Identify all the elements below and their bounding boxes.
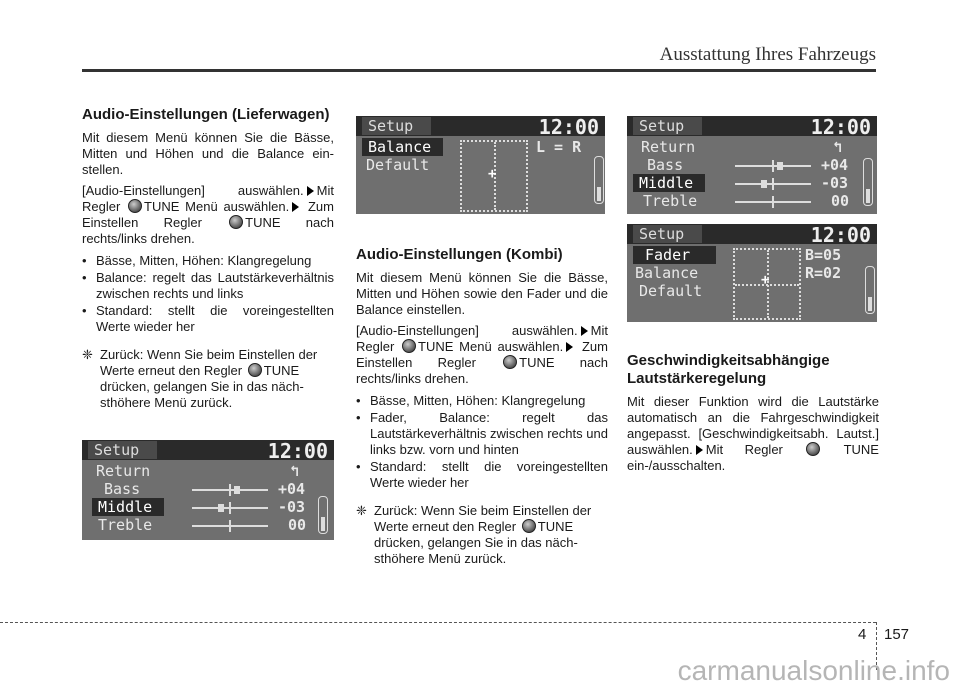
- scrollbar: [318, 496, 328, 534]
- screen-clock: 12:00: [267, 439, 328, 463]
- arrow-icon: [696, 445, 703, 455]
- tune-knob-icon: [503, 355, 517, 369]
- menu-fader: Fader: [633, 246, 716, 264]
- middle-slider: [192, 507, 268, 509]
- menu-treble: Treble: [643, 192, 698, 210]
- tune-knob-icon: [248, 363, 262, 377]
- screen-clock: 12:00: [538, 115, 599, 139]
- page-number: 157: [884, 626, 910, 643]
- column-1: [82, 106, 334, 411]
- list-item: • Standard: stellt die voreingestellten Werte wieder her: [356, 459, 608, 490]
- arrow-icon: [307, 186, 314, 196]
- bass-slider: [192, 489, 268, 491]
- scrollbar: [865, 266, 875, 314]
- tune-knob-icon: [402, 339, 416, 353]
- arrow-icon: [581, 326, 588, 336]
- screen-title: Setup: [88, 441, 157, 459]
- header-rule: [82, 69, 876, 72]
- scrollbar: [594, 156, 604, 204]
- fader-grid: +: [733, 248, 801, 320]
- screen-clock: 12:00: [810, 115, 871, 139]
- fader-screen: [627, 224, 877, 322]
- bass-value: +04: [821, 156, 849, 174]
- menu-treble: Treble: [98, 516, 153, 534]
- note-mark-icon: ❈: [356, 503, 367, 518]
- heading-kombi: Audio-Einstellungen (Kombi): [356, 246, 563, 263]
- menu-default: Default: [366, 156, 430, 174]
- arrow-icon: [292, 202, 299, 212]
- menu-bass: Bass: [647, 156, 684, 174]
- column-2: [356, 246, 608, 567]
- menu-return: Return: [96, 462, 151, 480]
- fader-value: B=05: [805, 246, 842, 264]
- heading-lieferwagen: Audio-Einstellungen (Lieferwagen): [82, 106, 330, 123]
- note: ❈ Zurück: Wenn Sie beim Einstellen der Werte erneut den Regler TUNE drücken, gelangen Sie in das näch-sthöhere Menü zurück.: [356, 503, 592, 566]
- middle-value: -03: [278, 498, 306, 516]
- instructions: [Audio-Einstellungen] auswählen. Mit Regler TUNE Menü auswählen. Zum Einstellen Regler TUNE nach rechts/links drehen.: [356, 323, 608, 386]
- note: ❈ Zurück: Wenn Sie beim Einstellen der Werte erneut den Regler TUNE drücken, gelangen Sie in das näch-sthöhere Menü zurück.: [82, 347, 318, 410]
- chapter-number: 4: [858, 626, 867, 643]
- section-title: Ausstattung Ihres Fahrzeugs: [659, 44, 876, 65]
- bullet-list: [356, 393, 608, 491]
- screen-clock: 12:00: [810, 223, 871, 247]
- bass-slider: [735, 165, 811, 167]
- screen-title: Setup: [362, 117, 431, 135]
- treble-value: 00: [288, 516, 307, 534]
- middle-value: -03: [821, 174, 849, 192]
- treble-value: 00: [831, 192, 850, 210]
- balance-value: L = R: [536, 138, 582, 156]
- tone-screen-1: [82, 440, 334, 540]
- bullet-list: [82, 253, 334, 335]
- balance-screen: [356, 116, 605, 214]
- menu-bass: Bass: [104, 480, 141, 498]
- bass-value: +04: [278, 480, 306, 498]
- note-mark-icon: ❈: [82, 347, 93, 362]
- treble-slider: [735, 201, 811, 203]
- list-item: • Fader, Balance: regelt das Lautstärkeverhältnis zwischen rechts und links bzw. vorn und hinten: [356, 410, 608, 457]
- list-item: • Bässe, Mitten, Höhen: Klangregelung: [82, 253, 312, 268]
- screen-title: Setup: [633, 117, 702, 135]
- balance-grid: +: [460, 140, 528, 212]
- column-3: [627, 352, 879, 479]
- balance-value: R=02: [805, 264, 842, 282]
- return-icon: ↰: [290, 462, 300, 480]
- return-icon: ↰: [833, 138, 843, 156]
- speed-volume-text: Mit dieser Funktion wird die Lautstärke automatisch an die Fahrgeschwindigkeit angepasst. [Geschwindigkeitsabh. Lautst.] auswählen. Mit Regler TUNE ein-/ausschalten.: [627, 394, 879, 473]
- menu-balance: Balance: [362, 138, 443, 156]
- tune-knob-icon: [128, 199, 142, 213]
- menu-middle: Middle: [633, 174, 705, 192]
- list-item: • Balance: regelt das Lautstärkeverhältnis zwischen rechts und links: [82, 270, 334, 301]
- intro-text: Mit diesem Menü können Sie die Bässe, Mitten und Höhen und die Balance ein-stellen.: [82, 130, 334, 177]
- menu-balance: Balance: [635, 264, 699, 282]
- arrow-icon: [566, 342, 573, 352]
- instructions: [Audio-Einstellungen] auswählen. Mit Regler TUNE Menü auswählen. Zum Einstellen Regler TUNE nach rechts/links drehen.: [82, 183, 334, 246]
- treble-slider: [192, 525, 268, 527]
- menu-return: Return: [641, 138, 696, 156]
- watermark: carmanualsonline.info: [677, 655, 950, 686]
- tune-knob-icon: [806, 442, 820, 456]
- tune-knob-icon: [229, 215, 243, 229]
- menu-middle: Middle: [92, 498, 164, 516]
- screen-title: Setup: [633, 225, 702, 243]
- intro-text: Mit diesem Menü können Sie die Bässe, Mitten und Höhen sowie den Fader und die Balance einstellen.: [356, 270, 608, 317]
- heading-speed-volume: Geschwindigkeitsabhängige Lautstärkeregelung: [627, 352, 830, 387]
- list-item: • Standard: stellt die voreingestellten Werte wieder her: [82, 303, 334, 334]
- middle-slider: [735, 183, 811, 185]
- list-item: • Bässe, Mitten, Höhen: Klangregelung: [356, 393, 586, 408]
- tune-knob-icon: [522, 519, 536, 533]
- scrollbar: [863, 158, 873, 206]
- tone-screen-2: [627, 116, 877, 214]
- menu-default: Default: [639, 282, 703, 300]
- footer-rule: [0, 622, 876, 623]
